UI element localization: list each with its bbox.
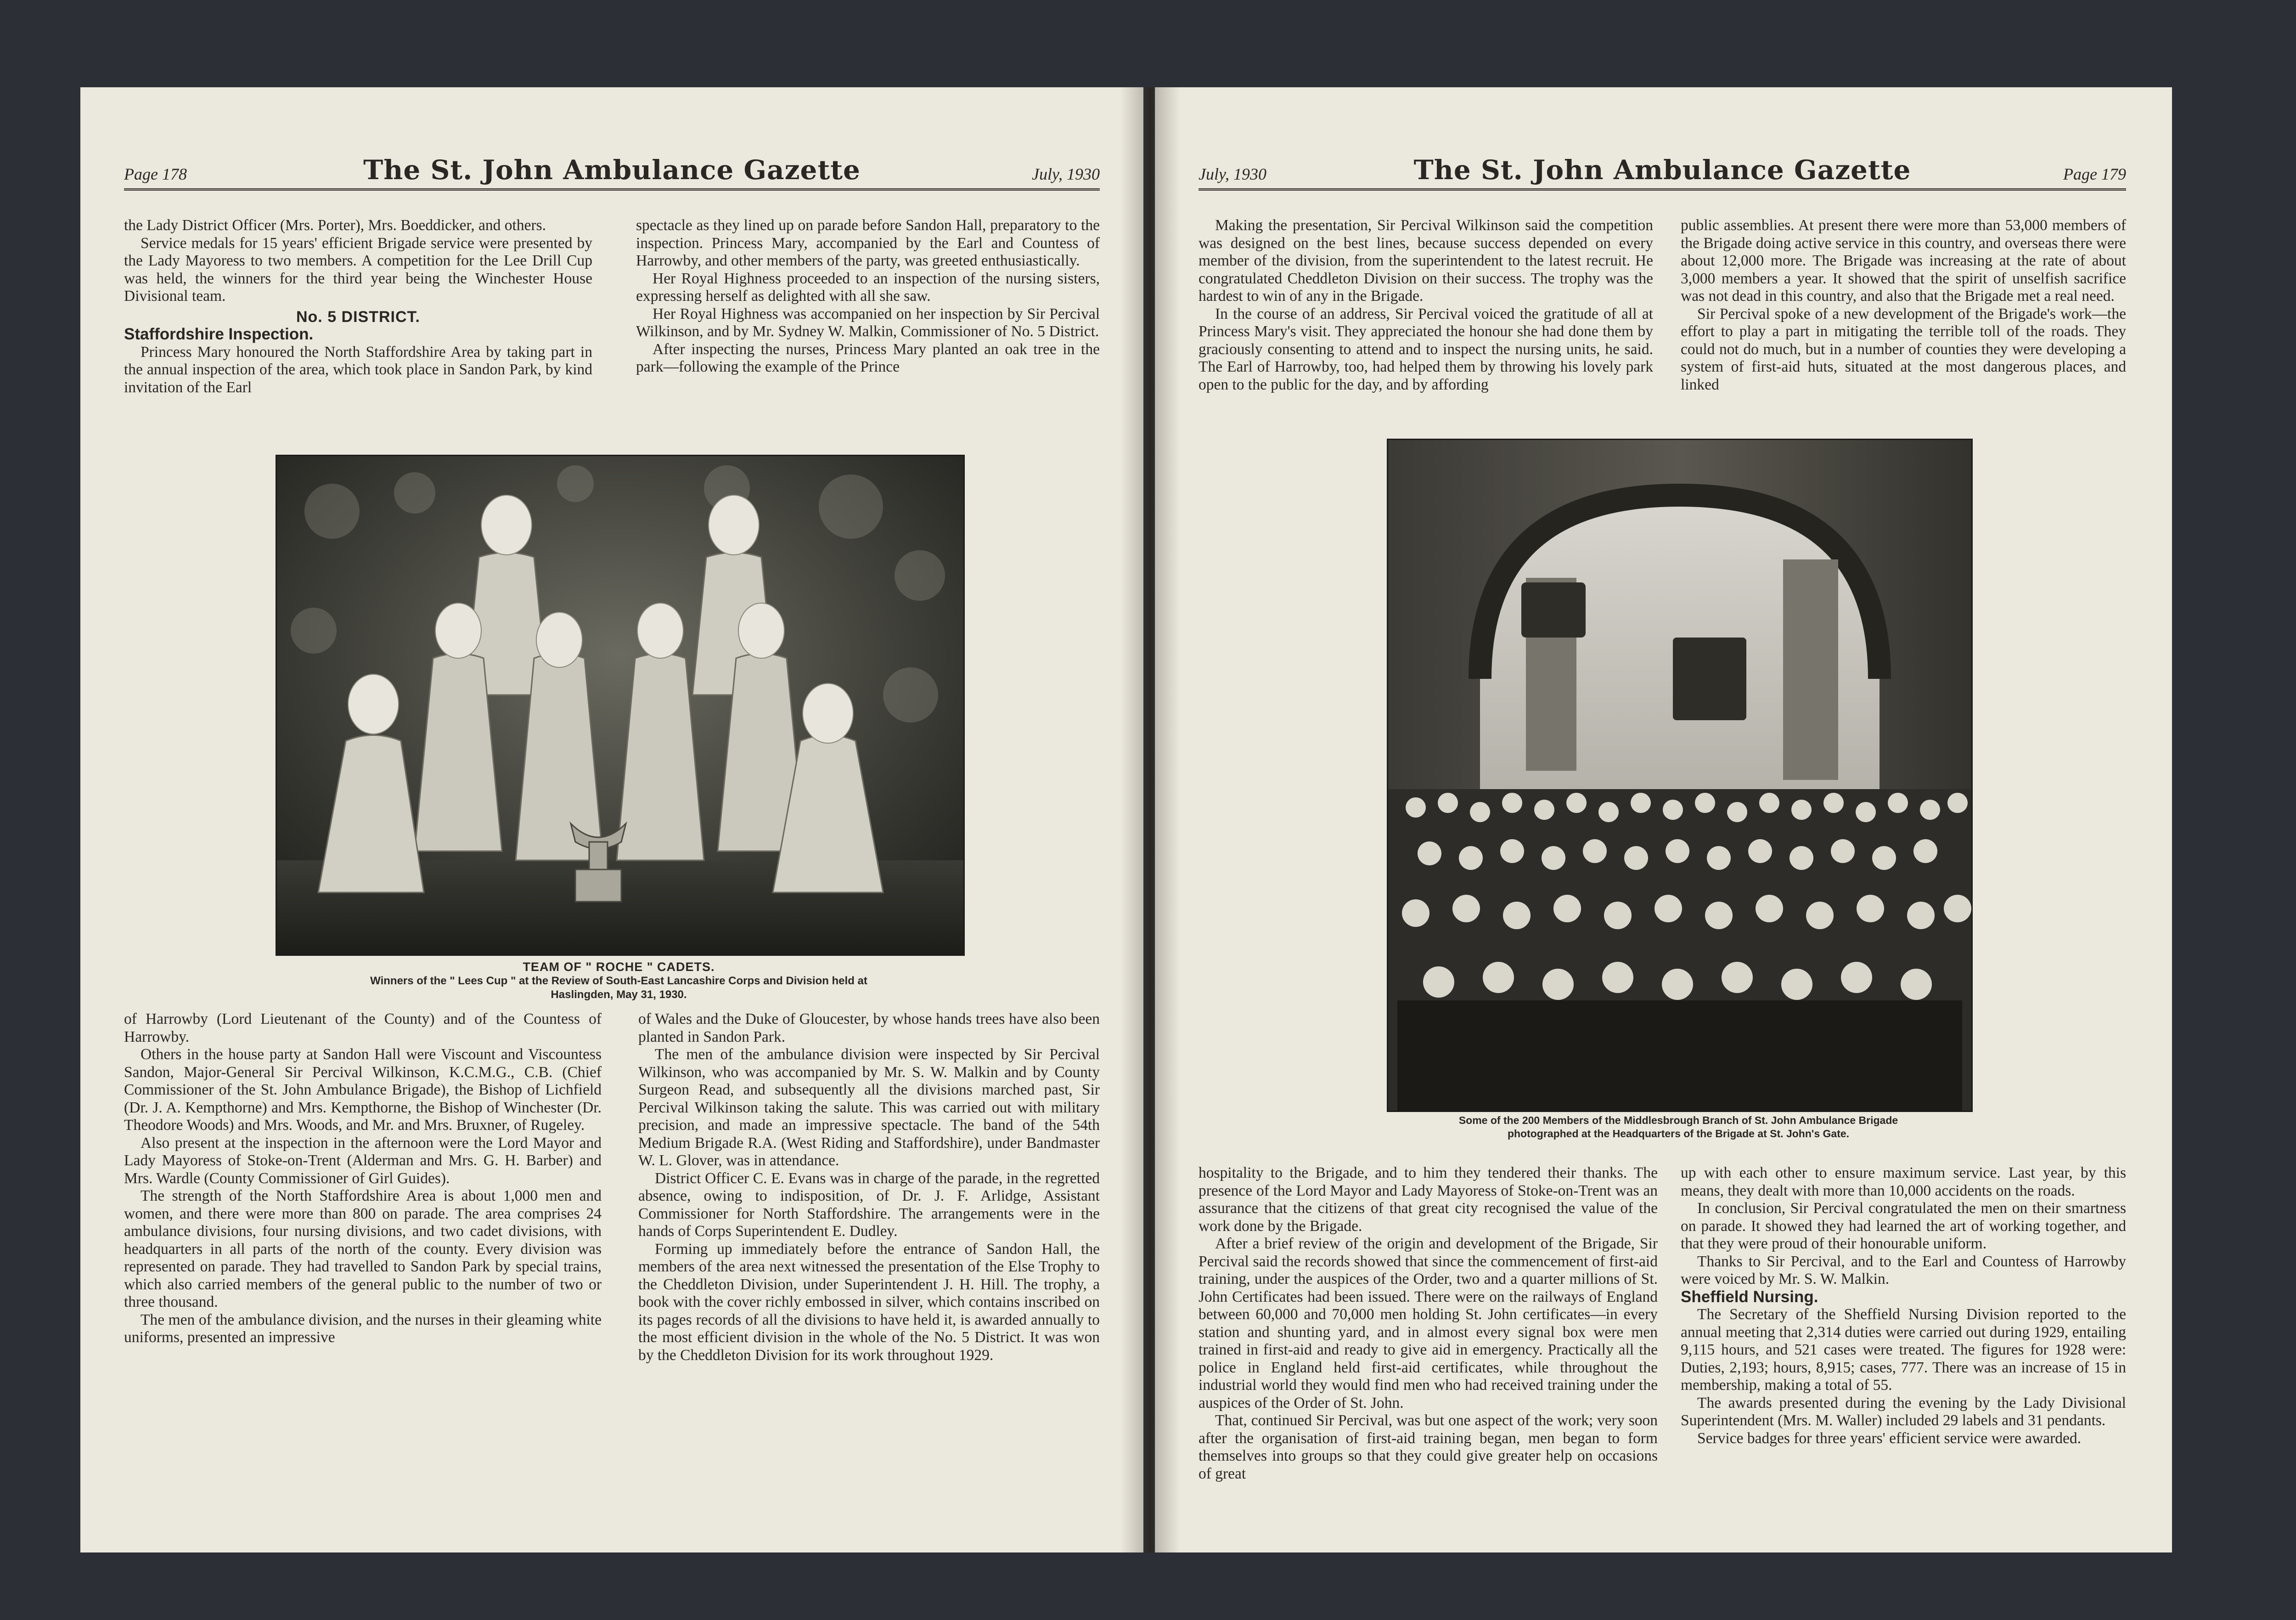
paragraph: In the course of an address, Sir Percival voiced the gratitude of all at Princess Mary's visit. They appreciated the honour she had done them by graciously consenting to attend and to inspect the nursing units, he said. The Earl of Harrowby, too, had helped them by throwing his lovely park open to the public for the day, and by affording [1199,305,1653,393]
right-page-date: July, 1930 [1199,165,1266,183]
paragraph: The awards presented during the evening by the Lady Divisional Superintendent (Mrs. M. Waller) included 29 labels and 31 pendants. [1681,1394,2126,1429]
paragraph: The strength of the North Staffordshire Area is about 1,000 men and women, and there were more than 800 on parade. The area comprises 24 ambulance divisions, four nursing divisions, and two cadet divisions, with headquarters in all parts of the north of the county. Every division was represented on parade. They had travelled to Sandon Park by special trains, which also carried members of the general public to the number of two or three thousand. [124,1187,602,1310]
paragraph: Service badges for three years' efficient service were awarded. [1697,1429,2081,1447]
section-heading: Sheffield Nursing. [1681,1287,1818,1306]
caption-line: Winners of the " Lees Cup " at the Review of South-East Lancashire Corps and Division held at [370,975,867,987]
caption-line: Haslingden, May 31, 1930. [551,988,687,1001]
cadets-photo-caption [276,960,962,1002]
gate-photo-illustration [1388,440,1971,1111]
paragraph: public assemblies. At present there were more than 53,000 members of the Brigade doing active service in this country, and overseas there were about 12,000 more. The Brigade was increasing at the rate of about 3,000 members a year. It showed that the spirit of unselfish sacrifice was not dead in this country, and also that the Brigade met a real need. [1681,217,2126,305]
paragraph: Also present at the inspection in the afternoon were the Lord Mayor and Lady Mayoress of Stoke-on-Trent (Alderman and Mrs. G. H. Barber) and Mrs. Wardle (County Commissioner of Girl Guides). [124,1134,602,1187]
paragraph: The men of the ambulance division, and the nurses in their gleaming white uniforms, presented an impressive [124,1311,602,1346]
paragraph: Thanks to Sir Percival, and to the Earl and Countess of Harrowby were voiced by Mr. S. W. Malkin. [1681,1253,2126,1287]
paragraph: up with each other to ensure maximum service. Last year, by this means, they dealt with more than 10,000 accidents on the roads. [1681,1164,2126,1199]
right-col2-bottom [1681,1164,2126,1447]
cadets-photo-illustration [277,456,963,954]
left-page-date: July, 1930 [1032,165,1100,183]
paragraph: hospitality to the Brigade, and to him they tendered their thanks. The presence of the Lord Mayor and Lady Mayoress of Stoke-on-Trent was an assurance that the citizens of that great city recognised the value of the work done by the Brigade. [1199,1164,1658,1235]
caption-title: TEAM OF " ROCHE " CADETS. [523,960,715,974]
paragraph: District Officer C. E. Evans was in charge of the parade, in the regretted absence, owing to indisposition, of Dr. J. F. Arlidge, Assistant Commissioner for North Staffordshire. The arrangements were in the hands of Corps Superintendent E. Dudley. [638,1169,1100,1240]
section-heading: Staffordshire Inspection. [124,325,314,343]
right-page-header [1199,156,2126,191]
right-col1-top [1199,217,1653,394]
paragraph: Making the presentation, Sir Percival Wilkinson said the competition was designed on the best lines, because success depended on every member of the division, from the superintendent to the latest recruit. He congratulated Cheddleton Division on their success. The trophy was the hardest to win of any in the Brigade. [1199,217,1653,305]
paragraph: In conclusion, Sir Percival congratulated the men on their smartness on parade. It showed they had learned the art of working together, and that they were proud of their honourable uniform. [1681,1200,2126,1252]
paragraph: The men of the ambulance division were inspected by Sir Percival Wilkinson, who was accompanied by Mr. S. W. Malkin and by County Surgeon Read, and subsequently all the divisions marched past, Sir Percival Wilkinson taking the salute. This was carried out with military precision, and made an impressive spectacle. The band of the 54th Medium Brigade R.A. (West Riding and Staffordshire), under Bandmaster W. L. Glover, was in attendance. [638,1046,1100,1169]
caption-line: Some of the 200 Members of the Middlesbrough Branch of St. John Ambulance Brigade [1458,1114,1898,1126]
right-page [1155,87,2172,1552]
right-col2-top [1681,217,2126,394]
paragraph: After a brief review of the origin and development of the Brigade, Sir Percival said the records showed that since the commencement of first-aid training, under the auspices of the Order, two and a quarter millions of St. John Certificates had been issued. There were on the railways of England between 60,000 and 70,000 men holding St. John certificates—in every station and shunting yard, and in almost every signal box were men trained in first-aid and ready to give aid in emergency. Practically all the police in England held first-aid certificates, while throughout the industrial world they would find men who had received training under the auspices of the Order of St. John. [1199,1235,1658,1411]
left-col2-bottom [638,1010,1100,1364]
right-col1-bottom [1199,1164,1658,1483]
paragraph: Her Royal Highness proceeded to an inspection of the nursing sisters, expressing herself as delighted with all she saw. [636,270,1100,305]
left-page [80,87,1143,1552]
left-page-header [124,156,1100,191]
paragraph: The Secretary of the Sheffield Nursing Division reported to the annual meeting that 2,314 duties were carried out during 1929, entailing 9,115 hours, and 521 cases were treated. The figures for 1928 were: Duties, 2,193; hours, 8,915; cases, 777. There was an increase of 15 in membership, making a total of 55. [1681,1306,2126,1394]
paragraph: After inspecting the nurses, Princess Mary planted an oak tree in the park—following the example of the Prince [636,340,1100,375]
paragraph: Forming up immediately before the entrance of Sandon Hall, the members of the area next witnessed the presentation of the Else Trophy to the Cheddleton Division, under Superintendent J. H. Hill. The trophy, a book with the cover richly embossed in silver, which contains inscribed on its pages records of all the divisions to have held it, is awarded annually to the most efficient division in the whole of the No. 5 District. It was won by the Cheddleton Division for its work throughout 1929. [638,1240,1100,1364]
paragraph: Service medals for 15 years' efficient Brigade service were presented by the Lady Mayoress to two members. A competition for the Lee Drill Cup was held, the winners for the third year being the Winchester House Divisional team. [124,234,592,305]
caption-line: photographed at the Headquarters of the Brigade at St. John's Gate. [1507,1128,1850,1140]
left-col2-top [636,217,1100,376]
cadets-team-photo [276,455,965,956]
paragraph: spectacle as they lined up on parade before Sandon Hall, preparatory to the inspection. Princess Mary, accompanied by the Earl and Countess of Harrowby, and other members of the party, was greeted enthusiastically. [636,217,1100,269]
paragraph: of Wales and the Duke of Gloucester, by whose hands trees have also been planted in Sandon Park. [638,1010,1100,1045]
district-heading: No. 5 DISTRICT. [296,308,421,326]
left-col1-bottom [124,1010,602,1347]
st-johns-gate-photo [1387,439,1973,1112]
right-masthead: The St. John Ambulance Gazette [1413,154,1911,186]
paragraph: the Lady District Officer (Mrs. Porter), Mrs. Boeddicker, and others. [124,217,546,234]
paragraph: That, continued Sir Percival, was but one aspect of the work; very soon after the organisation of first-aid training began, men began to form themselves into groups so that they could give greater help on occasions of great [1199,1412,1658,1482]
gate-photo-caption [1387,1114,1970,1140]
paragraph: Sir Percival spoke of a new development of the Brigade's work—the effort to play a part in mitigating the terrible toll of the roads. They could not do much, but in a number of counties they were developing a system of first-aid huts, situated at the most dangerous places, and linked [1681,305,2126,393]
left-masthead: The St. John Ambulance Gazette [363,154,861,186]
paragraph: Others in the house party at Sandon Hall were Viscount and Viscountess Sandon, Major-General Sir Percival Wilkinson, K.C.M.G., C.B. (Chief Commissioner of the St. John Ambulance Brigade), the Bishop of Lichfield (Dr. J. A. Kempthorne) and Mrs. Kempthorne, the Bishop of Winchester (Dr. Theodore Woods) and Mrs. Woods, and Mr. and Mrs. Bruxner, of Rugeley. [124,1046,602,1134]
paragraph: of Harrowby (Lord Lieutenant of the County) and of the Countess of Harrowby. [124,1010,602,1045]
paragraph: Princess Mary honoured the North Staffordshire Area by taking part in the annual inspection of the area, which took place in Sandon Park, by kind invitation of the Earl [124,343,592,396]
right-page-number: Page 179 [2063,165,2126,183]
paragraph: Her Royal Highness was accompanied on her inspection by Sir Percival Wilkinson, and by Mr. Sydney W. Malkin, Commissioner of No. 5 District. [636,305,1100,340]
left-col1-top [124,217,592,396]
left-page-number: Page 178 [124,165,187,183]
